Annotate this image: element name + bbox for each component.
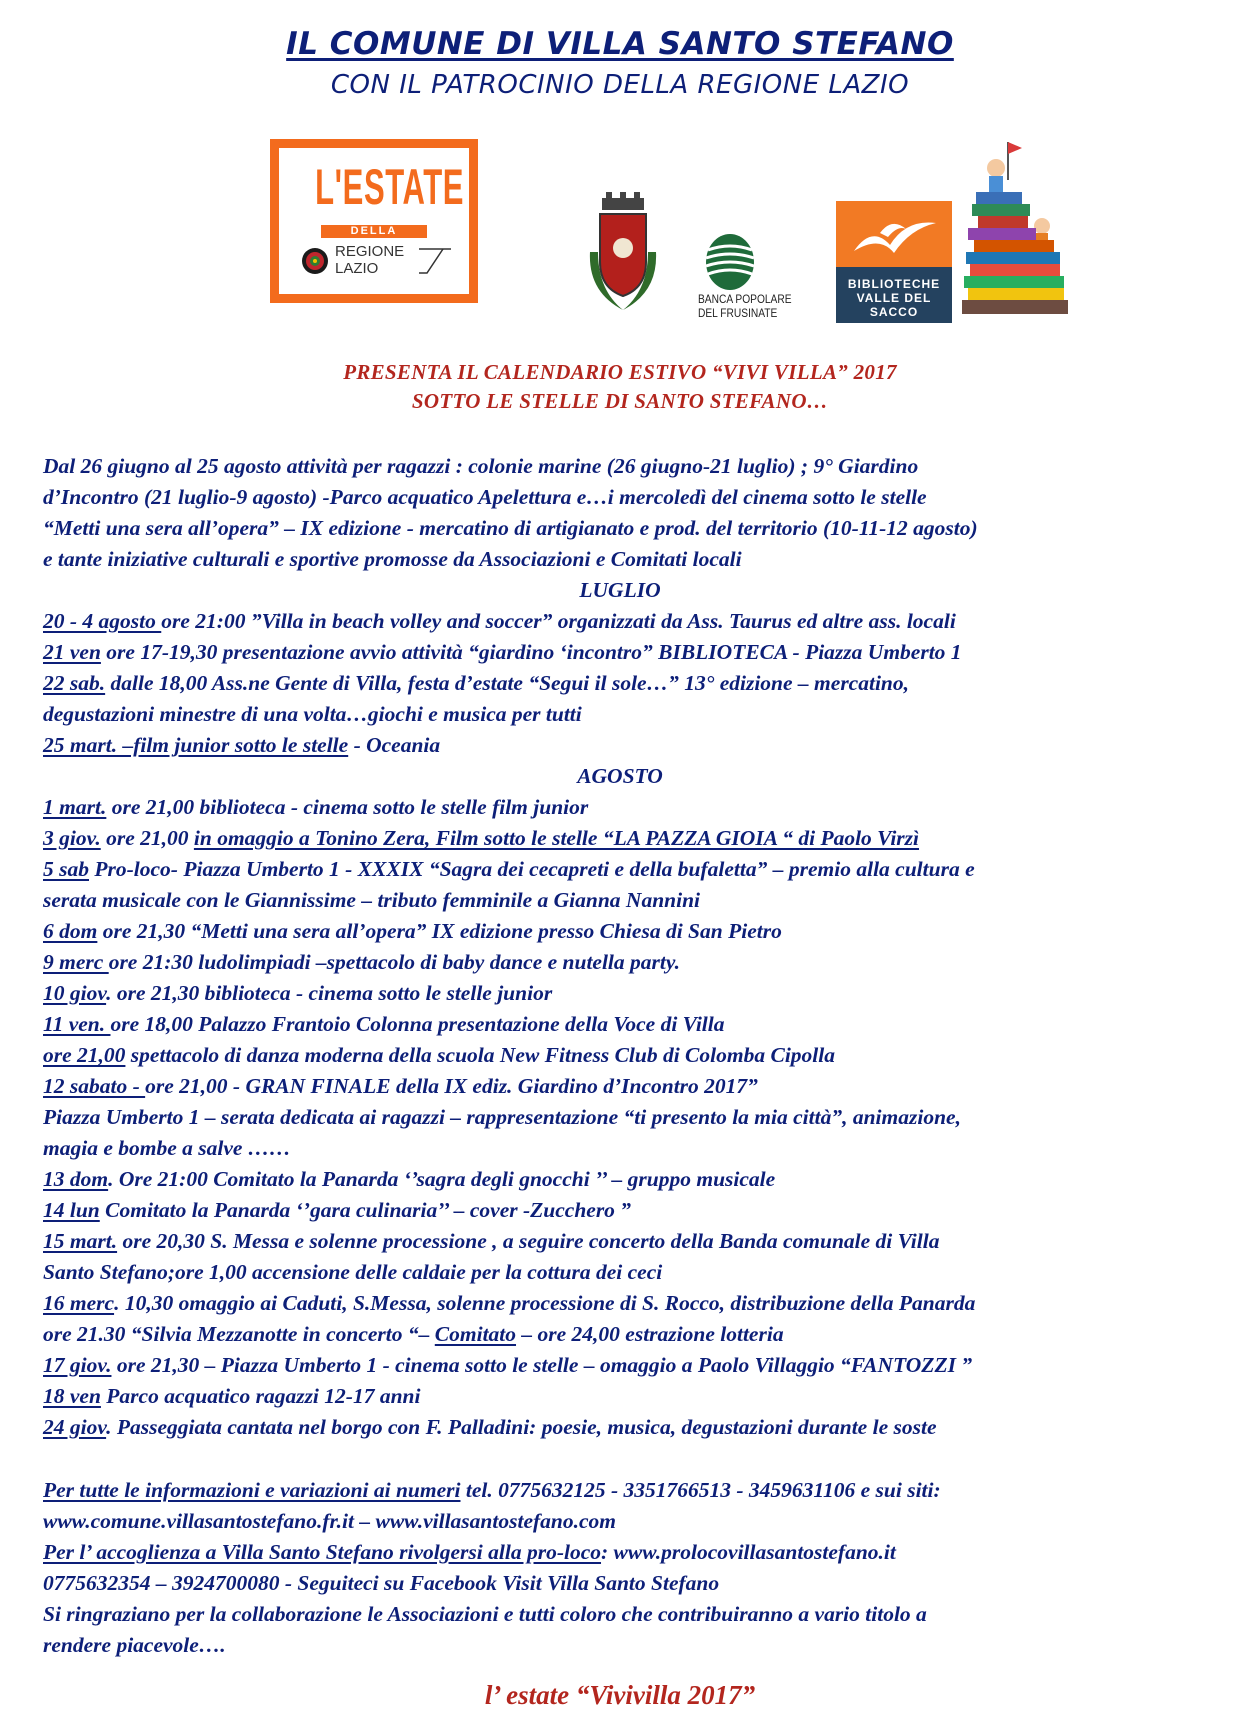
municipal-crest-icon [584, 192, 662, 320]
line-text: spettacolo di danza moderna della scuola New Fitness Club di Colomba Cipolla [125, 1043, 835, 1067]
month-heading [0, 575, 1240, 606]
text-line [43, 916, 782, 947]
presenta-line-1: PRESENTA IL CALENDARIO ESTIVO “VIVI VILLA” 2017 [343, 360, 897, 384]
underlined-text: 16 merc [43, 1291, 115, 1315]
text-line [43, 699, 582, 730]
text-line [43, 1195, 631, 1226]
banca-popolare-logo [694, 232, 814, 324]
presenta-line-2: SOTTO LE STELLE DI SANTO STEFANO… [411, 389, 829, 413]
text-line [43, 1102, 961, 1133]
seagull-icon [850, 211, 940, 263]
line-text: ore 21,00 biblioteca - cinema sotto le stelle film junior [106, 795, 589, 819]
line-text: degustazioni minestre di una volta…giochi e musica per tutti [43, 702, 582, 726]
footer-slogan: l’ estate “Vivivilla 2017” [484, 1680, 756, 1710]
biblioteche-valle-del-sacco-logo [836, 201, 952, 323]
line-text: rendere piacevole…. [43, 1633, 226, 1657]
underlined-text: 10 giov [43, 981, 107, 1005]
estate-logo-della-text: DELLA [321, 225, 427, 238]
line-text: . 10,30 omaggio ai Caduti, S.Messa, solenne processione di S. Rocco, distribuzione della Panarda [114, 1291, 976, 1315]
line-text: Comitato la Panarda ‘’gara culinaria’’ – cover -Zucchero ” [99, 1198, 632, 1222]
text-line [43, 978, 552, 1009]
underlined-text: 17 giov. [43, 1353, 112, 1377]
text-line [43, 1226, 939, 1257]
text-line [43, 606, 956, 637]
line-text: magia e bombe a salve …… [43, 1136, 291, 1160]
book-stack-illustration-icon [958, 140, 1074, 322]
text-line [43, 1071, 758, 1102]
line-text: . Passeggiata cantata nel borgo con F. Palladini: poesie, musica, degustazioni durante le soste [106, 1415, 937, 1439]
text-line [43, 1288, 975, 1319]
text-line [43, 730, 440, 761]
underlined-text: 22 sab. [43, 671, 106, 695]
underlined-text: 6 dom [43, 919, 98, 943]
line-text: ore 20,30 S. Messa e solenne processione , a seguire concerto della Banda comunale di Villa [117, 1229, 940, 1253]
line-text: ore 21,30 “Metti una sera all’opera” IX edizione presso Chiesa di San Pietro [97, 919, 782, 943]
text-line [43, 1009, 725, 1040]
bank-emblem-icon [704, 232, 756, 296]
line-text: Santo Stefano;ore 1,00 accensione delle caldaie per la cottura dei ceci [43, 1260, 663, 1284]
underlined-text: Per l’ accoglienza a Villa Santo Stefano rivolgersi alla pro-loco [43, 1540, 602, 1564]
estate-logo-main-text: L'ESTATE [315, 159, 465, 215]
underlined-text: 25 mart. –film junior sotto le stelle [43, 733, 349, 757]
biblioteche-line-2: VALLE DEL SACCO [856, 291, 932, 319]
header-subtitle: CON IL PATROCINIO DELLA REGIONE LAZIO [330, 70, 910, 100]
line-text: Pro-loco- Piazza Umberto 1 - XXXIX “Sagra dei cecapreti e della bufaletta” – premio alla cultura e [89, 857, 975, 881]
underlined-text: 3 giov. [43, 826, 101, 850]
text-line [43, 1599, 927, 1630]
text-line [43, 1630, 226, 1661]
text-line [43, 513, 978, 544]
underlined-text: 13 dom [43, 1167, 109, 1191]
line-text: ore 21,00 [100, 826, 194, 850]
text-line [43, 544, 742, 575]
text-line [43, 637, 962, 668]
underlined-text: 24 giov [43, 1415, 107, 1439]
line-text: AGOSTO [577, 764, 663, 788]
text-line [43, 792, 588, 823]
line-text: 0775632354 – 3924700080 - Seguiteci su Facebook Visit Villa Santo Stefano [43, 1571, 720, 1595]
text-line [43, 1133, 291, 1164]
text-line [43, 1319, 784, 1350]
estate-regione-lazio-logo [270, 139, 478, 303]
underlined-text: 1 mart. [43, 795, 107, 819]
line-text: : www.prolocovillasantostefano.it [601, 1540, 896, 1564]
text-line [43, 1568, 719, 1599]
estate-logo-region-text: REGIONE LAZIO [335, 243, 405, 277]
line-text: “Metti una sera all’opera” – IX edizione - mercatino di artigianato e prod. del territorio (10-11-12 agosto) [43, 516, 978, 540]
underlined-text: 20 - 4 agosto [43, 609, 162, 633]
underlined-text: 18 ven [43, 1384, 101, 1408]
text-line [43, 1475, 941, 1506]
line-text: Piazza Umberto 1 – serata dedicata ai ragazzi – rappresentazione “ti presento la mia città”, animazione, [43, 1105, 961, 1129]
header-title: IL COMUNE DI VILLA SANTO STEFANO [286, 26, 954, 62]
underlined-text: in omaggio a Tonino Zera, Film sotto le stelle “LA PAZZA GIOIA “ di Paolo Virzì [193, 826, 920, 850]
underlined-text: 11 ven. [43, 1012, 111, 1036]
text-line [43, 1412, 937, 1443]
text-line [43, 1350, 972, 1381]
line-text: . ore 21,30 biblioteca - cinema sotto le stelle junior [106, 981, 553, 1005]
underlined-text: 5 sab [43, 857, 89, 881]
line-text: tel. 0775632125 - 3351766513 - 3459631106 e sui siti: [460, 1478, 941, 1502]
text-line [43, 885, 700, 916]
underlined-text: ore 21,00 [43, 1043, 126, 1067]
text-line [43, 1506, 616, 1537]
text-line [43, 854, 975, 885]
text-line [43, 482, 927, 513]
line-text: ore 21:30 ludolimpiadi –spettacolo di baby dance e nutella party. [108, 950, 680, 974]
line-text: d’Incontro (21 luglio-9 agosto) -Parco acquatico Apelettura e…i mercoledì del cinema sotto le stelle [43, 485, 927, 509]
text-line [43, 947, 680, 978]
line-text: www.comune.villasantostefano.fr.it – www.villasantostefano.com [43, 1509, 616, 1533]
line-text: Parco acquatico ragazzi 12-17 anni [100, 1384, 421, 1408]
line-text: serata musicale con le Giannissime – tributo femminile a Gianna Nannini [43, 888, 701, 912]
bank-name-line-2: DEL FRUSINATE [698, 306, 778, 320]
underlined-text: 15 mart. [43, 1229, 118, 1253]
line-text: ore 21,30 – Piazza Umberto 1 - cinema sotto le stelle – omaggio a Paolo Villaggio “FANTOZZI ” [111, 1353, 973, 1377]
text-line [43, 1381, 420, 1412]
biblioteche-line-1: BIBLIOTECHE [847, 277, 941, 291]
line-text: dalle 18,00 Ass.ne Gente di Villa, festa d’estate “Segui il sole…” 13° edizione – mercatino, [105, 671, 910, 695]
line-text: ore 21.30 “Silvia Mezzanotte in concerto “– [43, 1322, 435, 1346]
text-line [43, 1040, 835, 1071]
line-text: ore 21:00 ”Villa in beach volley and soccer” organizzati da Ass. Taurus ed altre ass. locali [161, 609, 956, 633]
underlined-text: Comitato [434, 1322, 517, 1346]
underlined-text: 12 sabato - [43, 1074, 146, 1098]
line-text: e tante iniziative culturali e sportive promosse da Associazioni e Comitati locali [43, 547, 742, 571]
line-text: . Ore 21:00 Comitato la Panarda ‘’sagra degli gnocchi ’’ – gruppo musicale [108, 1167, 776, 1191]
underlined-text: Per tutte le informazioni e variazioni ai numeri [43, 1478, 461, 1502]
line-text: ore 17-19,30 presentazione avvio attività “giardino ‘incontro” BIBLIOTECA - Piazza Umberto 1 [100, 640, 962, 664]
line-text: Dal 26 giugno al 25 agosto attività per ragazzi : colonie marine (26 giugno-21 luglio) ; 9° Giardino [43, 454, 919, 478]
underlined-text: 14 lun [43, 1198, 100, 1222]
line-text: - Oceania [348, 733, 441, 757]
line-text: ore 18,00 Palazzo Frantoio Colonna presentazione della Voce di Villa [110, 1012, 725, 1036]
chevron-arrow-icon [417, 245, 453, 279]
text-line [43, 823, 919, 854]
month-heading [0, 761, 1240, 792]
text-line [43, 451, 918, 482]
underlined-text: 9 merc [43, 950, 109, 974]
bank-name-line-1: BANCA POPOLARE [698, 292, 792, 306]
text-line [43, 1537, 896, 1568]
text-line [43, 1164, 775, 1195]
line-text: ore 21,00 - GRAN FINALE della IX ediz. Giardino d’Incontro 2017” [145, 1074, 758, 1098]
text-line [43, 1257, 662, 1288]
line-text: – ore 24,00 estrazione lotteria [516, 1322, 784, 1346]
line-text: LUGLIO [579, 578, 661, 602]
regione-lazio-emblem-icon [301, 247, 329, 275]
line-text: Si ringraziano per la collaborazione le Associazioni e tutti coloro che contribuiranno a vario titolo a [43, 1602, 927, 1626]
text-line [43, 668, 909, 699]
underlined-text: 21 ven [43, 640, 101, 664]
